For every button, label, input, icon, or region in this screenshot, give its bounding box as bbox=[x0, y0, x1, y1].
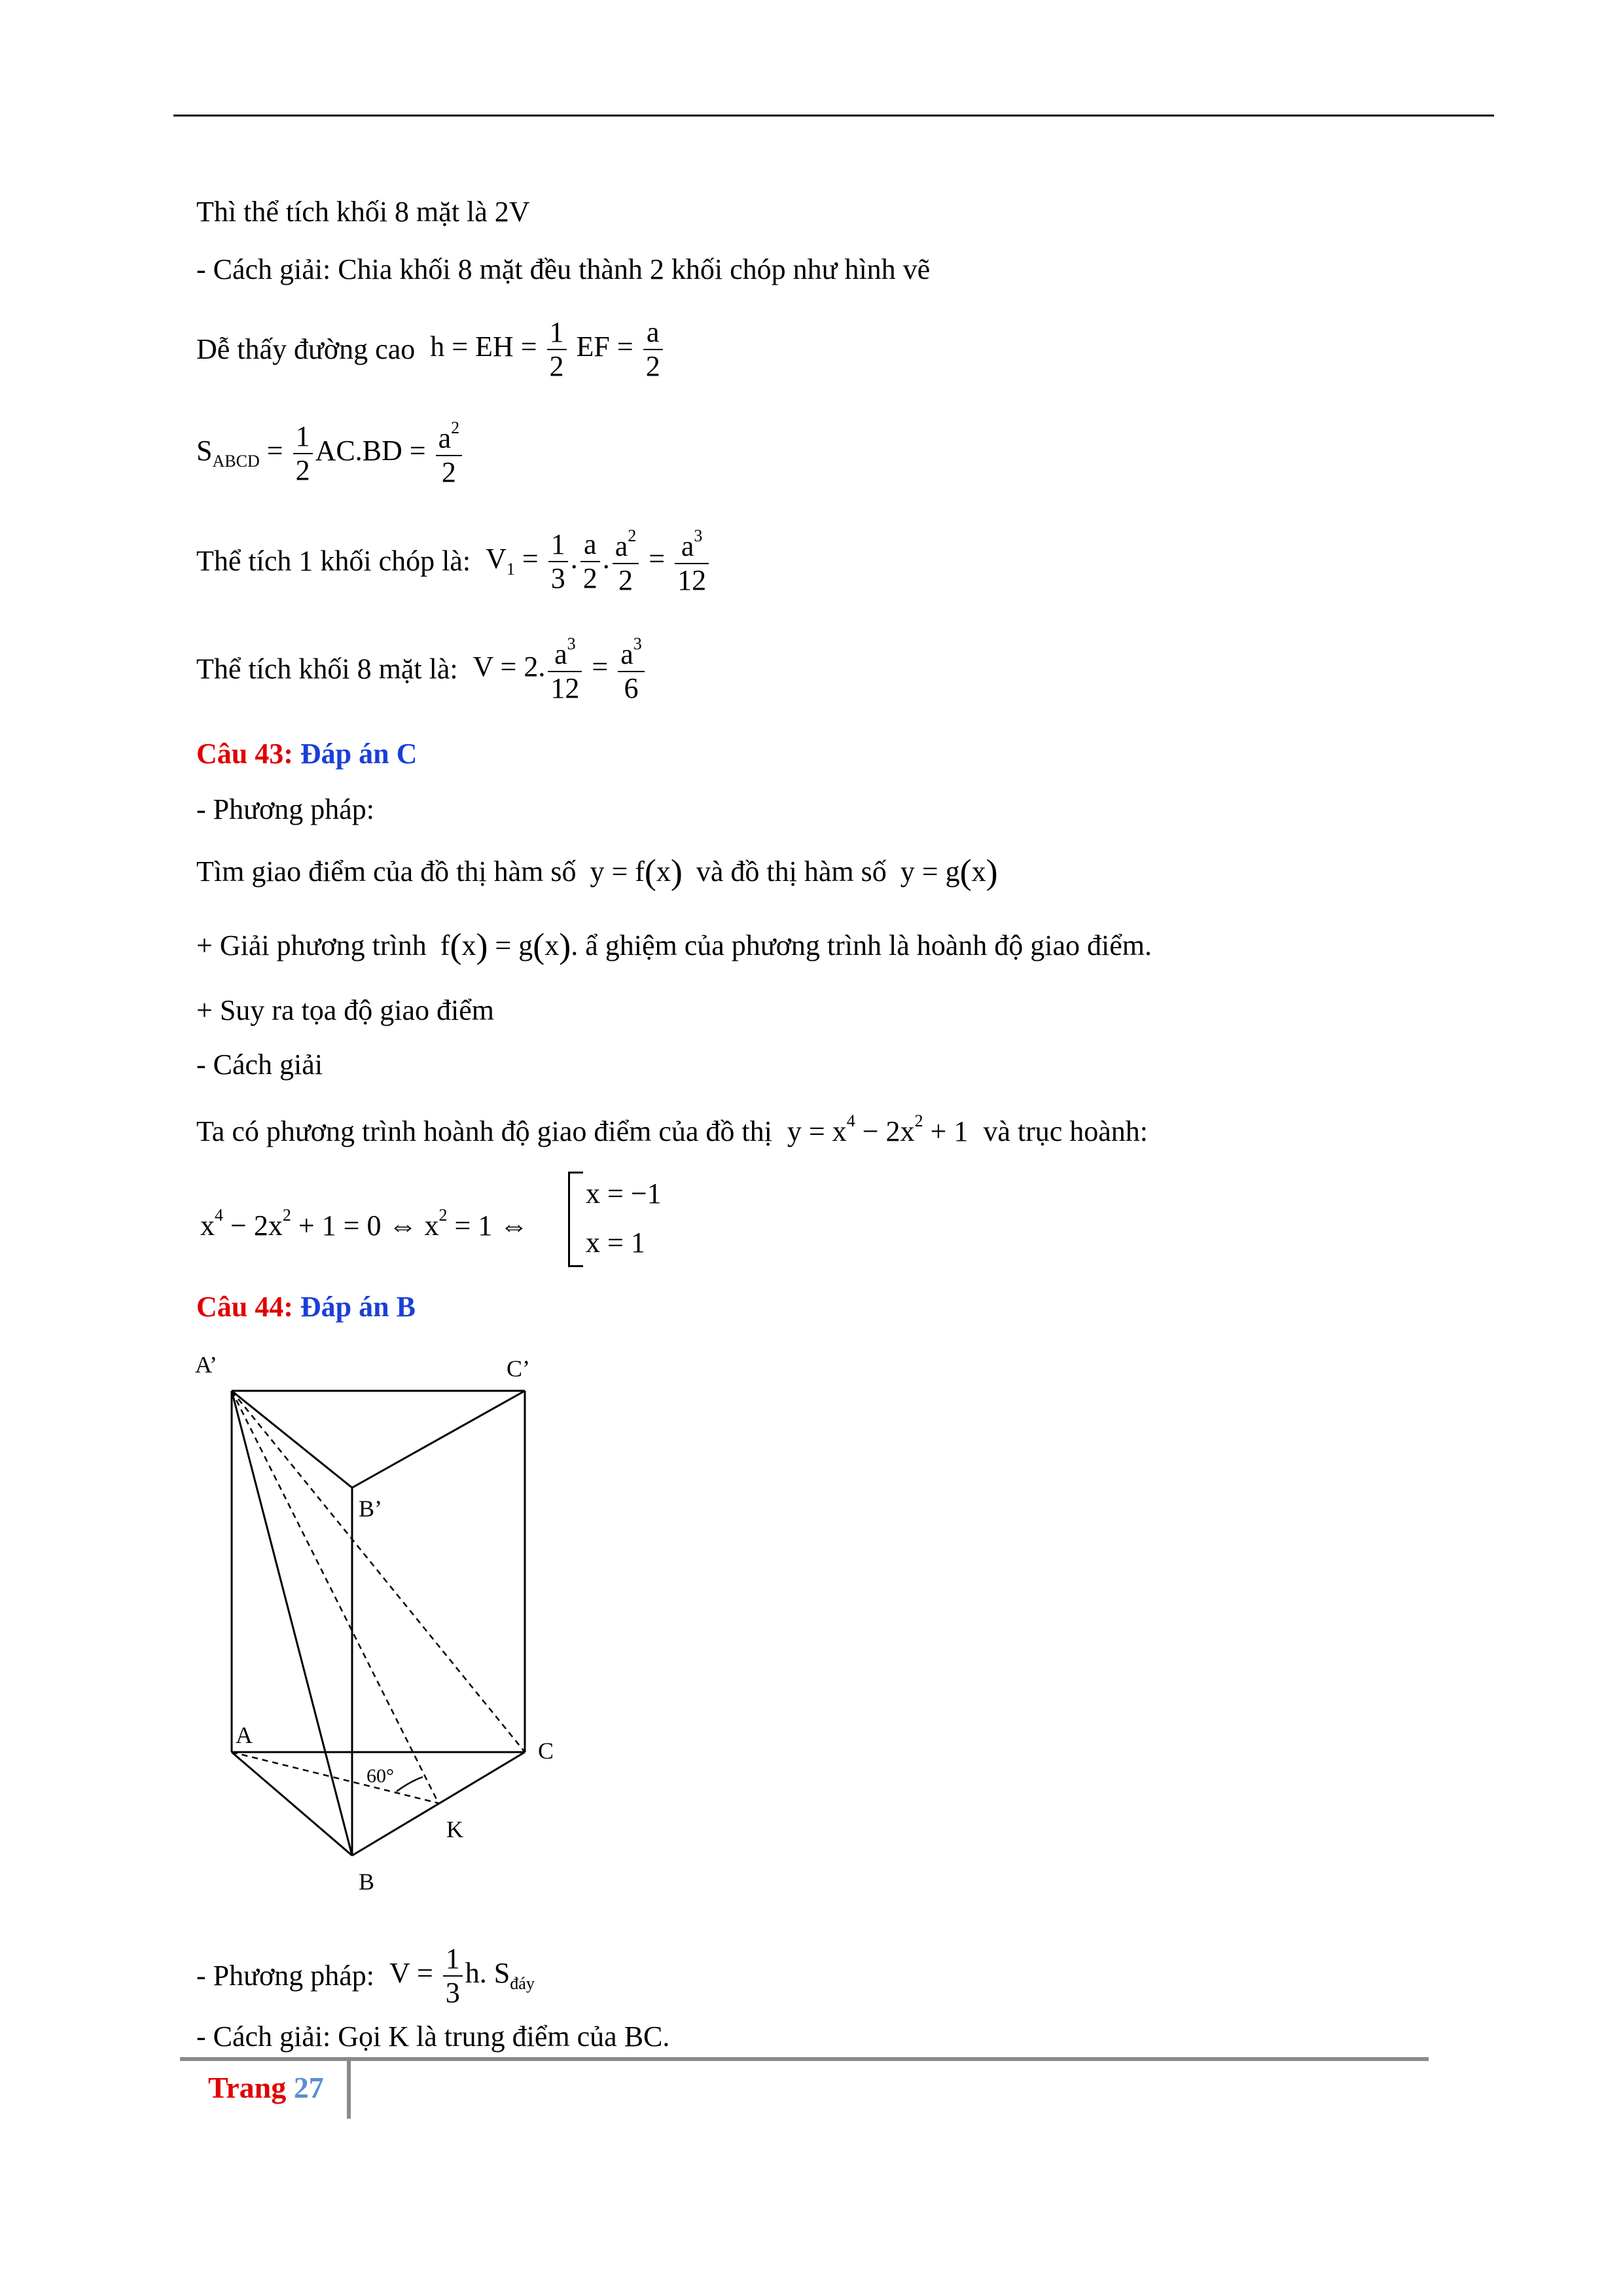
solution-bracket bbox=[568, 1172, 583, 1267]
formula-area-abcd: $S_{ABCD}$ = $\frac{1}{2}$ AC.BD = $\frac{a^2}{2}$ bbox=[196, 419, 465, 488]
segment-a-prime-b bbox=[232, 1391, 352, 1856]
text-line-suy-ra: + Suy ra tọa độ giao điểm bbox=[196, 994, 494, 1026]
formula-pyramid-method: - Phương pháp: V = $\frac{1}{3}$ h. $S_{đáy}$ bbox=[196, 1943, 535, 2009]
label-c-prime: C’ bbox=[507, 1355, 530, 1382]
label-k: K bbox=[446, 1816, 463, 1842]
text-line-cach-giai: - Cách giải bbox=[196, 1049, 323, 1081]
equation-roots: $x^4 - 2x^2 + 1 = 0$ ⇔ $x^2 = 1$ ⇔ bbox=[200, 1206, 529, 1242]
header-rule bbox=[173, 115, 1494, 117]
label-a: A bbox=[236, 1722, 253, 1748]
text-line-giai-phuong-trinh: + Giải phương trình f(x) = g(x). ẩ ghiệm của phương trình là hoành độ giao điểm. bbox=[196, 926, 1152, 965]
edge-b-prime-c-prime bbox=[352, 1391, 525, 1488]
footer-divider bbox=[347, 2061, 351, 2119]
text-line-tim-giao-diem: Tìm giao điểm của đồ thị hàm số y = f(x) và đồ thị hàm số y = g(x) bbox=[196, 852, 998, 891]
text-line-phuong-phap: - Phương pháp: bbox=[196, 793, 374, 825]
solution-x-minus-1: x = −1 bbox=[586, 1177, 662, 1210]
text-line-method: - Cách giải: Chia khối 8 mặt đều thành 2 khối chóp như hình vẽ bbox=[196, 253, 931, 285]
fraction-a-over-2: $\frac{a}{2}$ bbox=[643, 317, 663, 382]
segment-a-prime-c bbox=[232, 1391, 525, 1752]
formula-height: Dễ thấy đường cao h = EH = $\frac{1}{2}$ EF = $\frac{a}{2}$ bbox=[196, 317, 666, 382]
formula-pyramid-volume: Thể tích 1 khối chóp là: $V_1$ = $\frac{1}{3}$ . $\frac{a}{2}$ . $\frac{a^2}{2}$ = $\frac{a^3}{12}$ bbox=[196, 527, 711, 596]
page-number: Trang 27 bbox=[208, 2071, 324, 2104]
text-line-volume-8-faces: Thì thể tích khối 8 mặt là 2V bbox=[196, 196, 530, 228]
fraction-one-half: $\frac{1}{2}$ bbox=[547, 317, 567, 382]
label-a-prime: A’ bbox=[195, 1352, 217, 1378]
question-44-heading: Câu 44: Đáp án B bbox=[196, 1291, 416, 1323]
solution-x-1: x = 1 bbox=[586, 1227, 645, 1259]
label-b-prime: B’ bbox=[359, 1496, 382, 1522]
text-line-cach-giai-44: - Cách giải: Gọi K là trung điểm của BC. bbox=[196, 2020, 670, 2053]
text-line-ta-co: Ta có phương trình hoành độ giao điểm của đồ thị $y = x^4 - 2x^2 + 1$ và trục hoành: bbox=[196, 1111, 1149, 1147]
formula-octahedron-volume: Thể tích khối 8 mặt là: V = 2. $\frac{a^3}{12}$ = $\frac{a^3}{6}$ bbox=[196, 635, 647, 704]
edge-a-prime-b-prime bbox=[232, 1391, 352, 1488]
label-angle-60: 60° bbox=[366, 1765, 394, 1787]
label-c: C bbox=[538, 1738, 554, 1764]
question-43-heading: Câu 43: Đáp án C bbox=[196, 738, 418, 770]
edge-a-b bbox=[232, 1752, 352, 1856]
angle-arc bbox=[397, 1777, 423, 1791]
segment-a-prime-k bbox=[232, 1391, 438, 1803]
label-b: B bbox=[359, 1869, 375, 1895]
prism-figure bbox=[190, 1345, 589, 1908]
footer-rule bbox=[180, 2057, 1429, 2061]
